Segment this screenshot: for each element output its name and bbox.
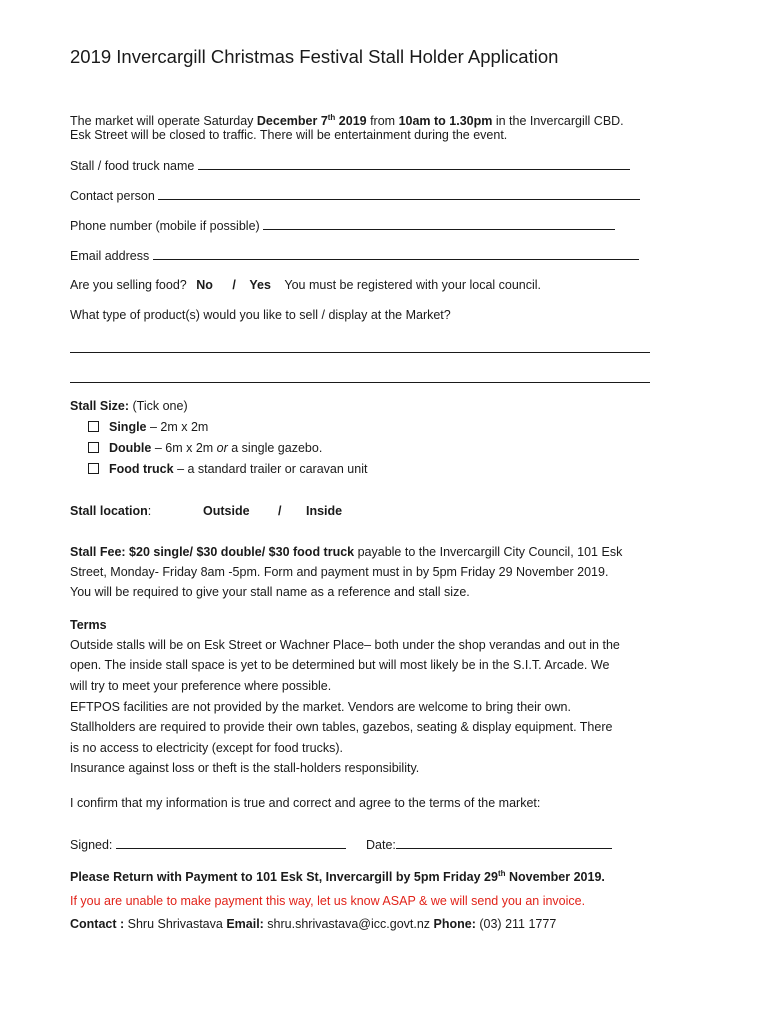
email-label-bold: Email:: [226, 917, 264, 931]
intro-text: The market will operate Saturday: [70, 114, 257, 129]
terms-heading: Terms: [70, 618, 107, 632]
option-name: Single: [109, 420, 147, 434]
signature-field[interactable]: [116, 837, 346, 849]
email-field[interactable]: [153, 248, 639, 260]
intro-time: 10am to 1.30pm: [398, 114, 493, 129]
stall-size-option-food-truck[interactable]: [88, 462, 367, 477]
fee-line-2: Street, Monday- Friday 8am -5pm. Form and payment must in by 5pm Friday 29 November 2019.: [70, 565, 609, 579]
stall-name-row: [70, 158, 630, 174]
food-yes-option[interactable]: Yes: [249, 278, 271, 292]
location-separator: /: [278, 504, 282, 518]
return-text-end: November 2019.: [505, 870, 605, 885]
phone-label: Phone number (mobile if possible): [70, 219, 260, 233]
fee-payable-text: payable to the Invercargill City Council, 101 Esk: [354, 545, 623, 559]
terms-line: Stallholders are required to provide their own tables, gazebos, seating & display equipment. There: [70, 720, 613, 734]
food-option-separator: /: [232, 278, 236, 292]
products-answer-line-1[interactable]: [70, 352, 650, 353]
stall-size-heading: [70, 399, 188, 414]
option-name: Food truck: [109, 462, 174, 476]
fee-amounts: Stall Fee: $20 single/ $30 double/ $30 food truck: [70, 545, 355, 559]
checkbox-icon[interactable]: [88, 463, 99, 474]
food-no-option[interactable]: No: [196, 278, 213, 292]
return-text: Please Return with Payment to 101 Esk St, Invercargill by 5pm Friday 29: [70, 870, 498, 885]
option-detail: – 6m x 2m: [151, 441, 217, 455]
option-detail: – a standard trailer or caravan unit: [173, 462, 368, 476]
products-question: What type of product(s) would you like to sell / display at the Market?: [70, 308, 451, 322]
intro-text-from: from: [366, 114, 399, 129]
date-field[interactable]: [396, 837, 612, 849]
stall-name-field[interactable]: [198, 158, 630, 170]
date-label: Date:: [366, 838, 396, 852]
contact-email[interactable]: shru.shrivastava@icc.govt.nz: [263, 917, 434, 931]
signature-row: [70, 837, 346, 853]
contact-details: [70, 917, 556, 932]
signed-label: Signed:: [70, 838, 116, 852]
date-row: [366, 837, 612, 853]
phone-row: [70, 218, 615, 234]
stall-size-hint: (Tick one): [129, 399, 188, 413]
form-title: 2019 Invercargill Christmas Festival Stall Holder Application: [70, 46, 559, 67]
email-row: [70, 248, 639, 264]
intro-year: 2019: [335, 114, 367, 129]
intro-line-1: [70, 110, 624, 129]
confirmation-statement: I confirm that my information is true and correct and agree to the terms of the market:: [70, 796, 541, 810]
stall-name-label: Stall / food truck name: [70, 159, 195, 173]
fee-line-1: [70, 545, 622, 560]
option-or: or: [216, 441, 228, 455]
stall-location-colon: :: [147, 504, 152, 518]
council-note: You must be registered with your local council.: [284, 278, 542, 292]
terms-line: open. The inside stall space is yet to be determined but will most likely be in the S.I.T. Arcade. We: [70, 658, 610, 672]
stall-size-option-single[interactable]: [88, 420, 208, 435]
option-detail-tail: a single gazebo.: [227, 441, 323, 455]
email-label: Email address: [70, 249, 150, 263]
terms-line: will try to meet your preference where possible.: [70, 679, 332, 693]
invoice-note: If you are unable to make payment this way, let us know ASAP & we will send you an invoice.: [70, 894, 586, 908]
return-date-suffix: th: [497, 869, 506, 878]
selling-food-label: Are you selling food?: [70, 278, 187, 292]
checkbox-icon[interactable]: [88, 442, 99, 453]
contact-person-field[interactable]: [158, 188, 640, 200]
location-inside-option[interactable]: Inside: [306, 504, 343, 518]
location-outside-option[interactable]: Outside: [203, 504, 250, 518]
option-detail: – 2m x 2m: [146, 420, 209, 434]
stall-location-label: Stall location: [70, 504, 148, 518]
phone-label-bold: Phone:: [433, 917, 476, 931]
return-instructions: [70, 866, 605, 885]
products-answer-line-2[interactable]: [70, 382, 650, 383]
intro-date-suffix: th: [327, 113, 336, 122]
stall-location-row: [70, 504, 151, 519]
terms-line: Insurance against loss or theft is the stall-holders responsibility.: [70, 761, 420, 775]
intro-text-location: in the Invercargill CBD.: [492, 114, 624, 129]
terms-line: EFTPOS facilities are not provided by the market. Vendors are welcome to bring their own.: [70, 700, 571, 714]
phone-field[interactable]: [263, 218, 615, 230]
terms-line: is no access to electricity (except for food trucks).: [70, 741, 344, 755]
intro-line-2: Esk Street will be closed to traffic. There will be entertainment during the event.: [70, 128, 508, 142]
contact-name: Shru Shrivastava: [124, 917, 227, 931]
contact-row: [70, 188, 640, 204]
contact-label: Contact person: [70, 189, 155, 203]
intro-date: December 7: [256, 114, 328, 129]
option-name: Double: [109, 441, 152, 455]
fee-line-3: You will be required to give your stall name as a reference and stall size.: [70, 585, 470, 599]
checkbox-icon[interactable]: [88, 421, 99, 432]
stall-size-option-double[interactable]: [88, 441, 322, 456]
stall-size-label: Stall Size:: [70, 399, 130, 413]
terms-line: Outside stalls will be on Esk Street or Wachner Place– both under the shop verandas and out in the: [70, 638, 620, 652]
selling-food-row: [70, 278, 541, 293]
contact-phone: (03) 211 1777: [475, 917, 557, 931]
contact-label-bold: Contact :: [70, 917, 125, 931]
